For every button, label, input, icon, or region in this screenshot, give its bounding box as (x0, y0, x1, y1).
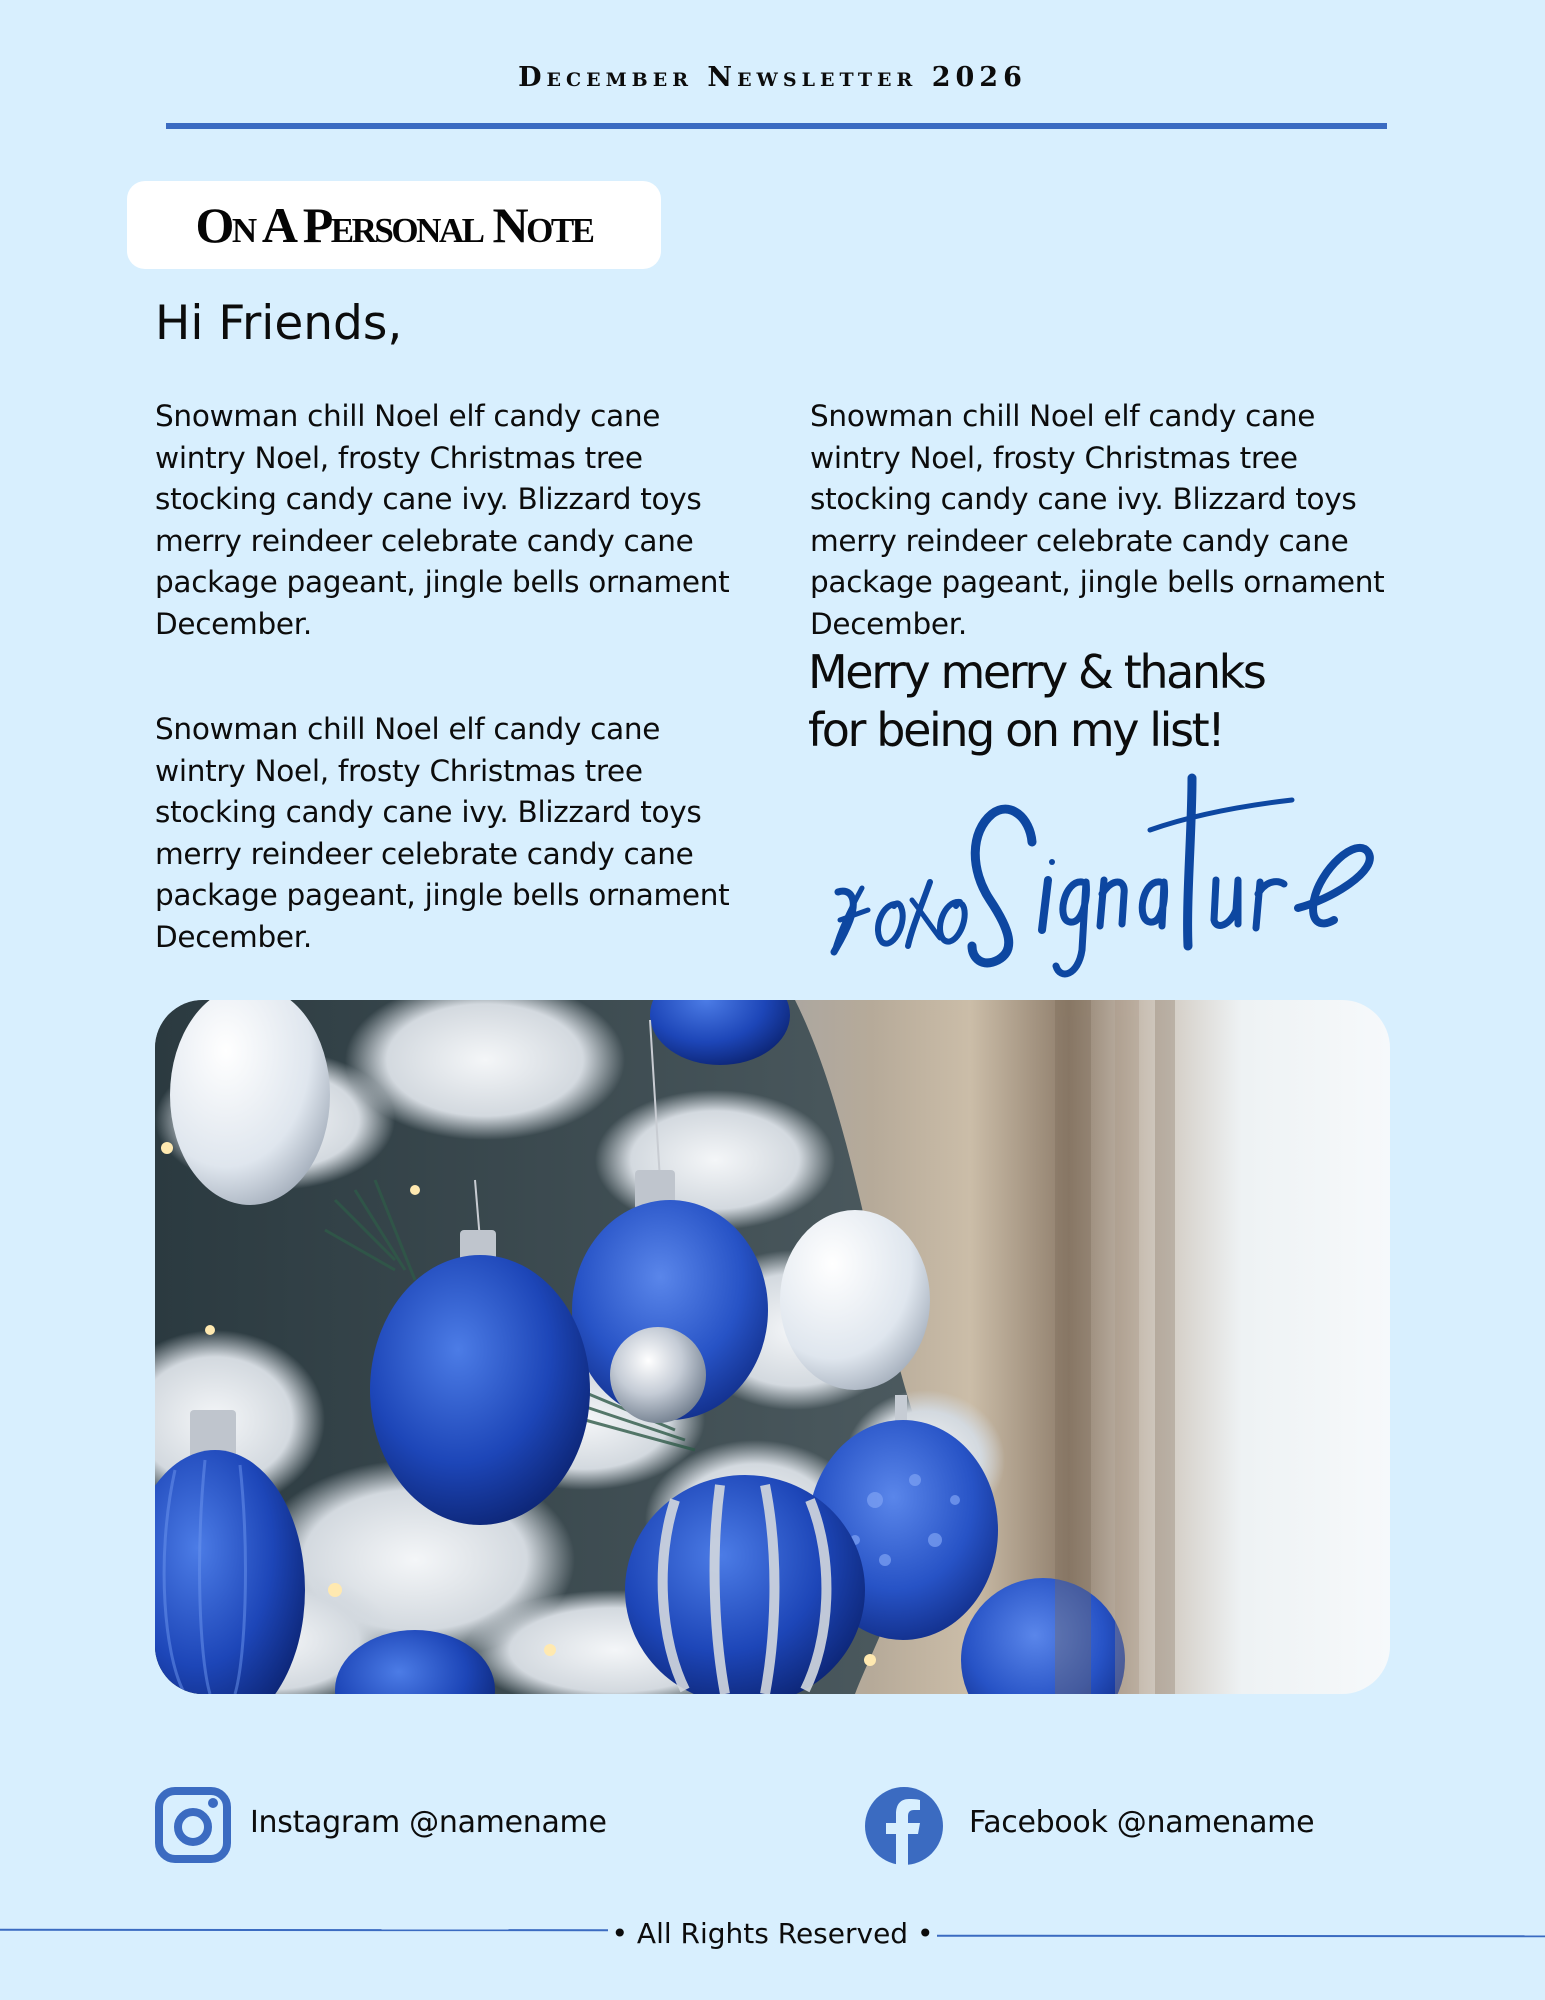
section-title-box (127, 181, 661, 269)
header-divider (166, 123, 1387, 129)
facebook-handle[interactable]: Facebook @namename (969, 1805, 1315, 1840)
closing-line-1: Merry merry & thanks (808, 645, 1265, 699)
letter-paragraph: Snowman chill Noel elf candy cane wintry Noel, frosty Christmas tree stocking candy cane ivy. Blizzard toys merry reindeer celebrate candy cane package pageant, jingle bells ornament December. (155, 712, 730, 954)
signature-graphic (820, 770, 1400, 990)
copyright-text: • All Rights Reserved • (611, 1917, 934, 1950)
closing-message (808, 643, 1408, 759)
instagram-handle[interactable]: Instagram @namename (250, 1805, 607, 1840)
greeting: Hi Friends, (155, 296, 403, 351)
ornaments-illustration (155, 1000, 1390, 1694)
closing-line-2: for being on my list! (808, 703, 1224, 757)
signature (820, 770, 1400, 990)
footer-divider-right (937, 1935, 1545, 1938)
newsletter-title: December Newsletter 2026 (518, 62, 1027, 93)
letter-paragraph: Snowman chill Noel elf candy cane wintry Noel, frosty Christmas tree stocking candy cane ivy. Blizzard toys merry reindeer celebrate candy cane package pageant, jingle bells ornament December. (810, 399, 1385, 641)
facebook-icon[interactable] (864, 1786, 944, 1866)
christmas-tree-photo (155, 1000, 1390, 1694)
instagram-icon[interactable] (155, 1787, 231, 1863)
footer-divider-left (0, 1929, 608, 1932)
letter-paragraph: Snowman chill Noel elf candy cane wintry Noel, frosty Christmas tree stocking candy cane ivy. Blizzard toys merry reindeer celebrate candy cane package pageant, jingle bells ornament December. (155, 399, 730, 641)
section-title: On A Personal Note (195, 197, 593, 253)
